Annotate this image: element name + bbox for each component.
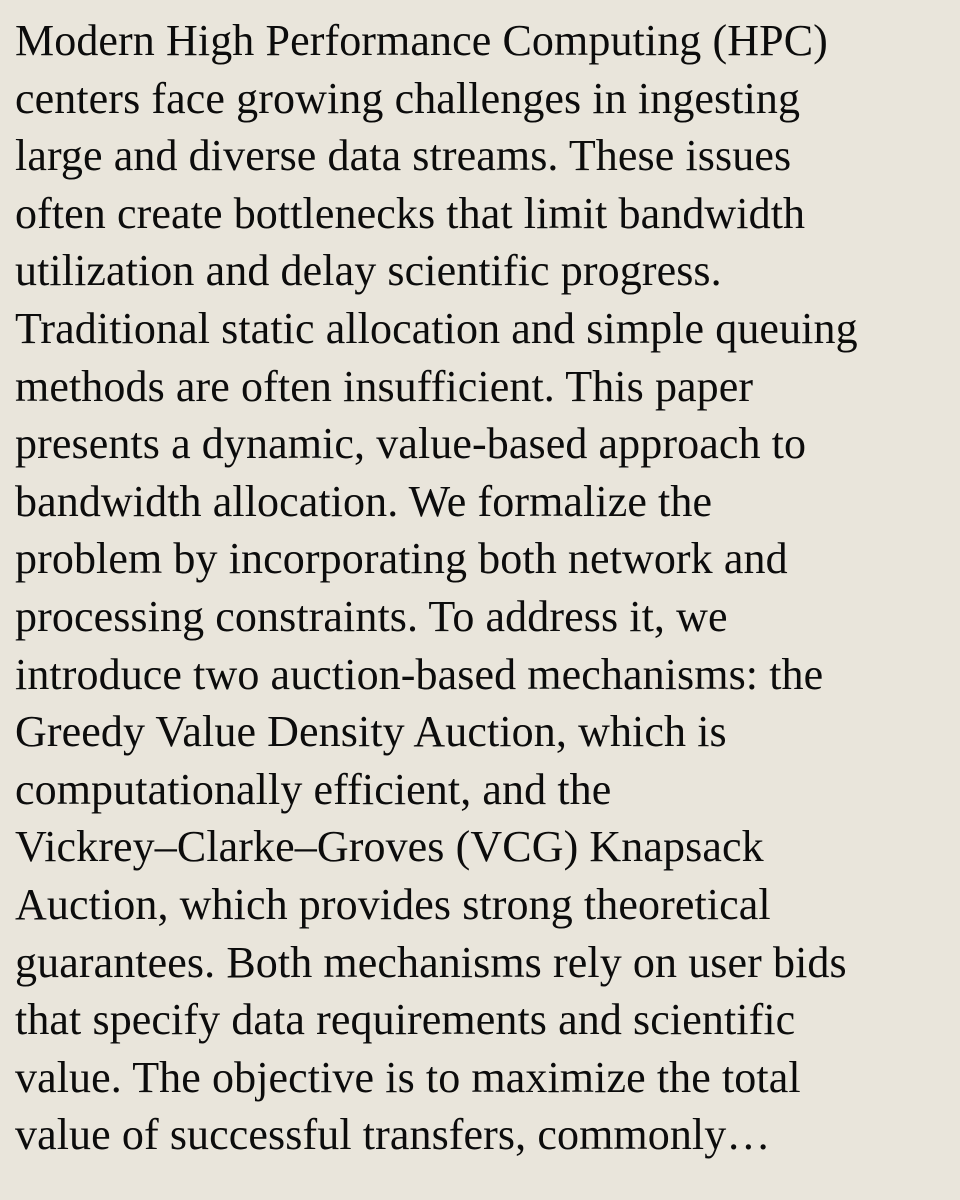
text-line: value of successful transfers, commonly… [15, 1110, 771, 1160]
text-line: Auction, which provides strong theoretical [15, 879, 771, 929]
text-line: problem by incorporating both network and [15, 534, 788, 584]
abstract-text [15, 12, 960, 1164]
text-line: processing constraints. To address it, we [15, 591, 728, 641]
text-line: computationally efficient, and the [15, 764, 612, 814]
text-line: Modern High Performance Computing (HPC) [15, 16, 828, 65]
text-line: Vickrey–Clarke–Groves (VCG) Knapsack [15, 822, 764, 872]
text-line: Traditional static allocation and simple queuing [15, 303, 858, 353]
text-line: centers face growing challenges in ingesting [15, 73, 801, 123]
text-line: methods are often insufficient. This paper [15, 361, 754, 411]
text-line: introduce two auction-based mechanisms: the [15, 649, 824, 699]
text-line: Greedy Value Density Auction, which is [15, 707, 727, 757]
text-line: value. The objective is to maximize the total [15, 1052, 801, 1102]
text-line: guarantees. Both mechanisms rely on user bids [15, 937, 847, 987]
text-line: large and diverse data streams. These issues [15, 131, 792, 181]
text-line: often create bottlenecks that limit bandwidth [15, 188, 806, 238]
text-line: that specify data requirements and scientific [15, 995, 796, 1045]
text-line: presents a dynamic, value-based approach to [15, 419, 807, 469]
text-line: utilization and delay scientific progress. [15, 246, 722, 296]
text-line: bandwidth allocation. We formalize the [15, 476, 713, 526]
